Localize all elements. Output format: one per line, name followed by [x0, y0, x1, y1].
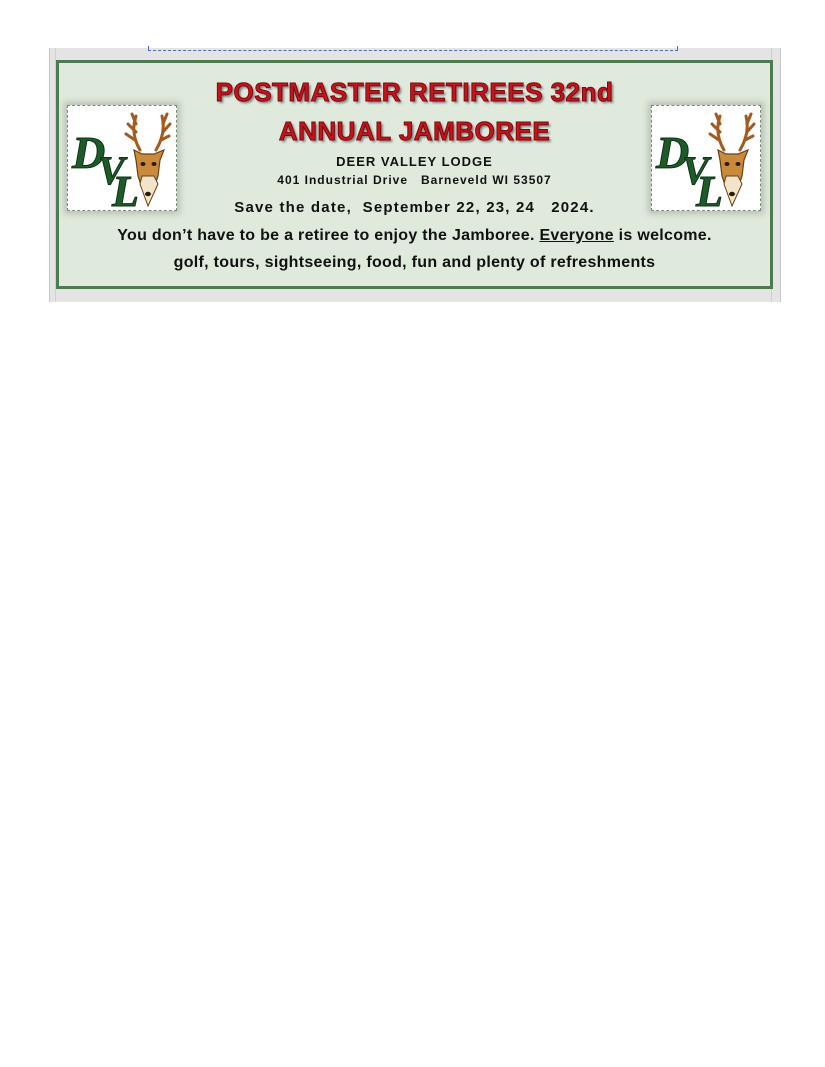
venue-address: 401 Industrial Drive Barneveld WI 53507: [277, 173, 552, 187]
svg-text:D: D: [656, 127, 690, 178]
jamboree-flyer: [56, 60, 773, 289]
flyer-title-line2: ANNUAL JAMBOREE: [278, 116, 551, 146]
venue-name: DEER VALLEY LODGE: [336, 154, 493, 169]
svg-text:V: V: [682, 148, 709, 193]
welcome-text-end: is welcome.: [613, 227, 712, 244]
flyer-title-line1: POSTMASTER RETIREES 32nd: [215, 77, 614, 107]
svg-text:L: L: [696, 167, 723, 210]
welcome-text-start: You don’t have to be a retiree to enjoy the Jamboree.: [117, 227, 540, 244]
welcome-message: [59, 227, 770, 245]
header-boundary: [148, 46, 678, 51]
welcome-emphasis: Everyone: [539, 227, 614, 244]
svg-text:V: V: [98, 148, 125, 193]
svg-text:L: L: [112, 167, 139, 210]
activities-list: golf, tours, sightseeing, food, fun and plenty of refreshments: [173, 254, 656, 271]
save-the-date: Save the date, September 22, 23, 24 2024.: [234, 199, 595, 216]
svg-text:D: D: [72, 127, 106, 178]
